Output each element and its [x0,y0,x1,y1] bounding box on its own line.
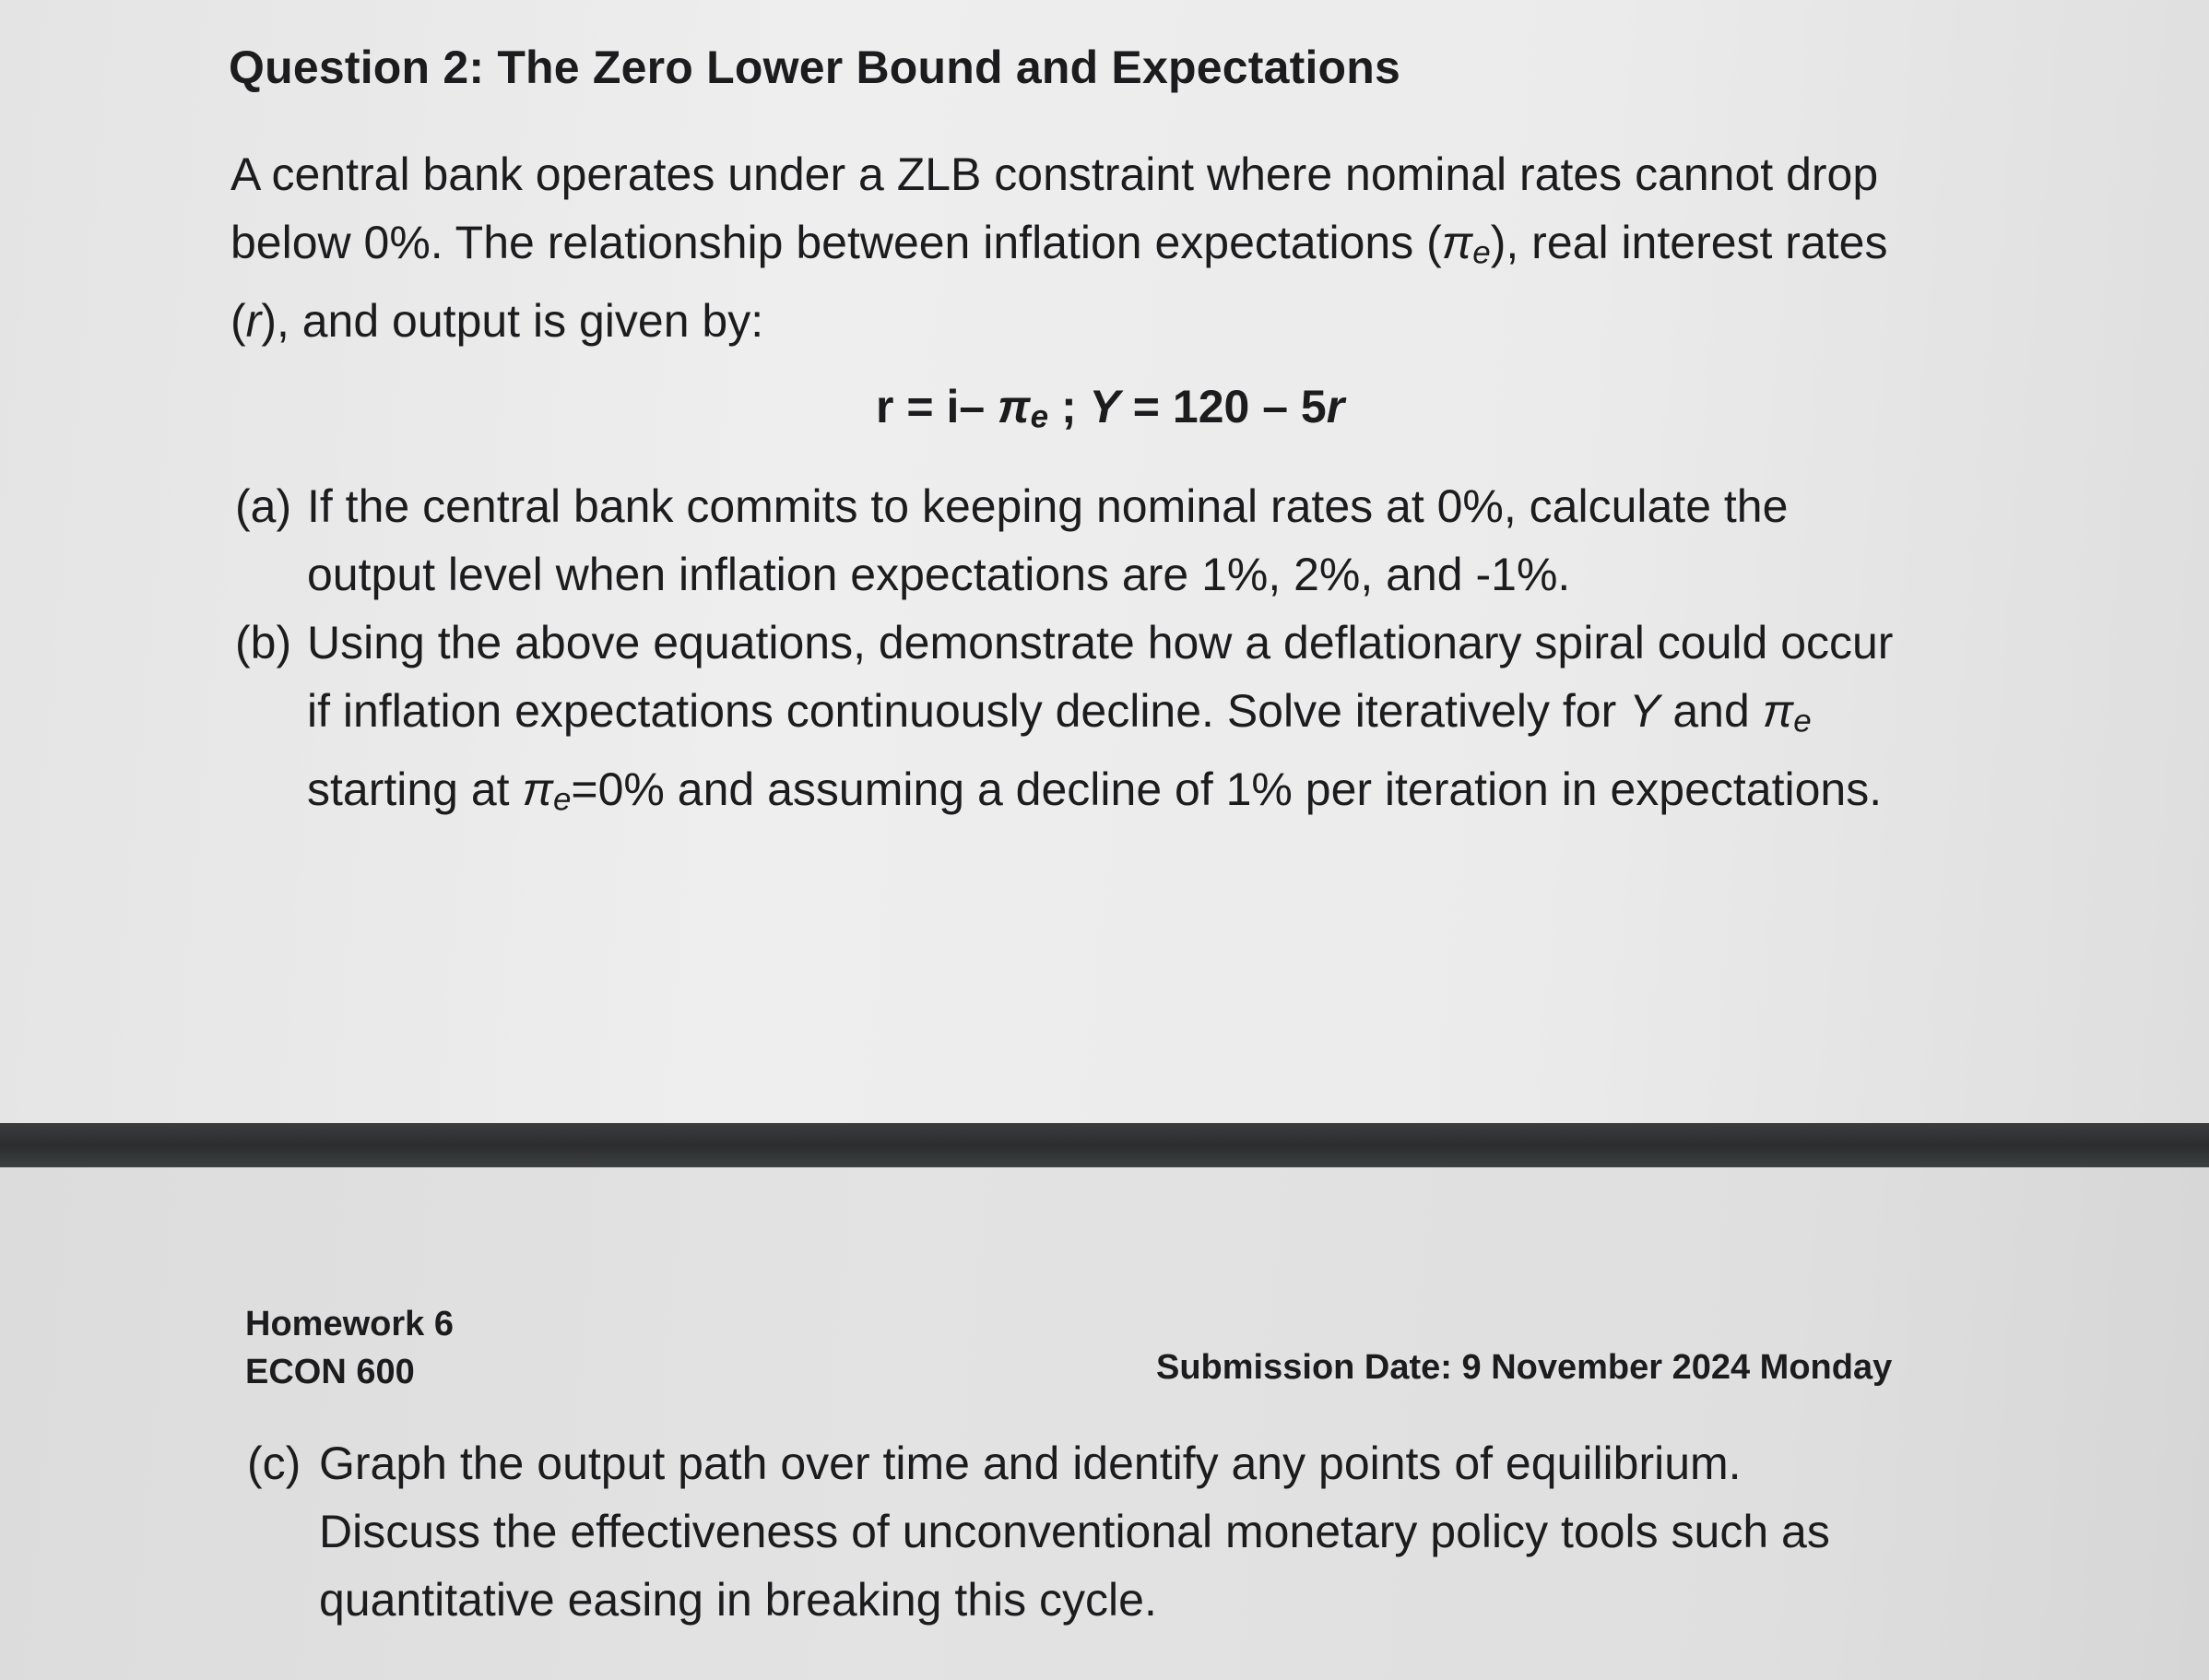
homework-number: Homework 6 [245,1305,454,1343]
question-c-item [247,1429,1999,1634]
question-b-line-1: Using the above equations, demonstrate how a deflationary spiral could occur [307,617,1894,668]
question-title: Question 2: The Zero Lower Bound and Expectations [229,41,1401,93]
question-c-label: (c) [247,1437,301,1489]
question-a [235,472,1987,609]
page-divider [0,1123,2209,1167]
question-a-line-2: output level when inflation expectations are 1%, 2%, and -1%. [307,549,1571,600]
intro-paragraph [230,140,1982,355]
question-a-label: (a) [235,480,292,532]
submission-date: Submission Date: 9 November 2024 Monday [1156,1348,1893,1387]
question-c-line-1: Graph the output path over time and identify any points of equilibrium. [319,1437,1742,1489]
intro-line-1: A central bank operates under a ZLB constraint where nominal rates cannot drop [230,148,1879,200]
equation: r = i– πe ; Y = 120 – 5r [876,381,1345,435]
intro-line-2: below 0%. The relationship between inflation expectations (πe), real interest rates [230,217,1888,271]
intro-line-3: (r), and output is given by: [230,295,764,348]
question-c-line-2: Discuss the effectiveness of unconventional monetary policy tools such as [319,1506,1830,1557]
question-b-line-2: if inflation expectations continuously decline. Solve iteratively for Y and πe [307,685,1812,739]
question-b-line-3: starting at πe=0% and assuming a decline of 1% per iteration in expectations. [307,763,1883,818]
question-b-label: (b) [235,617,292,668]
question-b [235,609,1987,834]
question-c-line-3: quantitative easing in breaking this cycle. [319,1574,1157,1626]
course-code: ECON 600 [245,1353,415,1391]
homework-header [245,1300,454,1396]
question-a-line-1: If the central bank commits to keeping nominal rates at 0%, calculate the [307,480,1789,532]
question-list [235,472,1987,834]
question-c [247,1429,1999,1634]
